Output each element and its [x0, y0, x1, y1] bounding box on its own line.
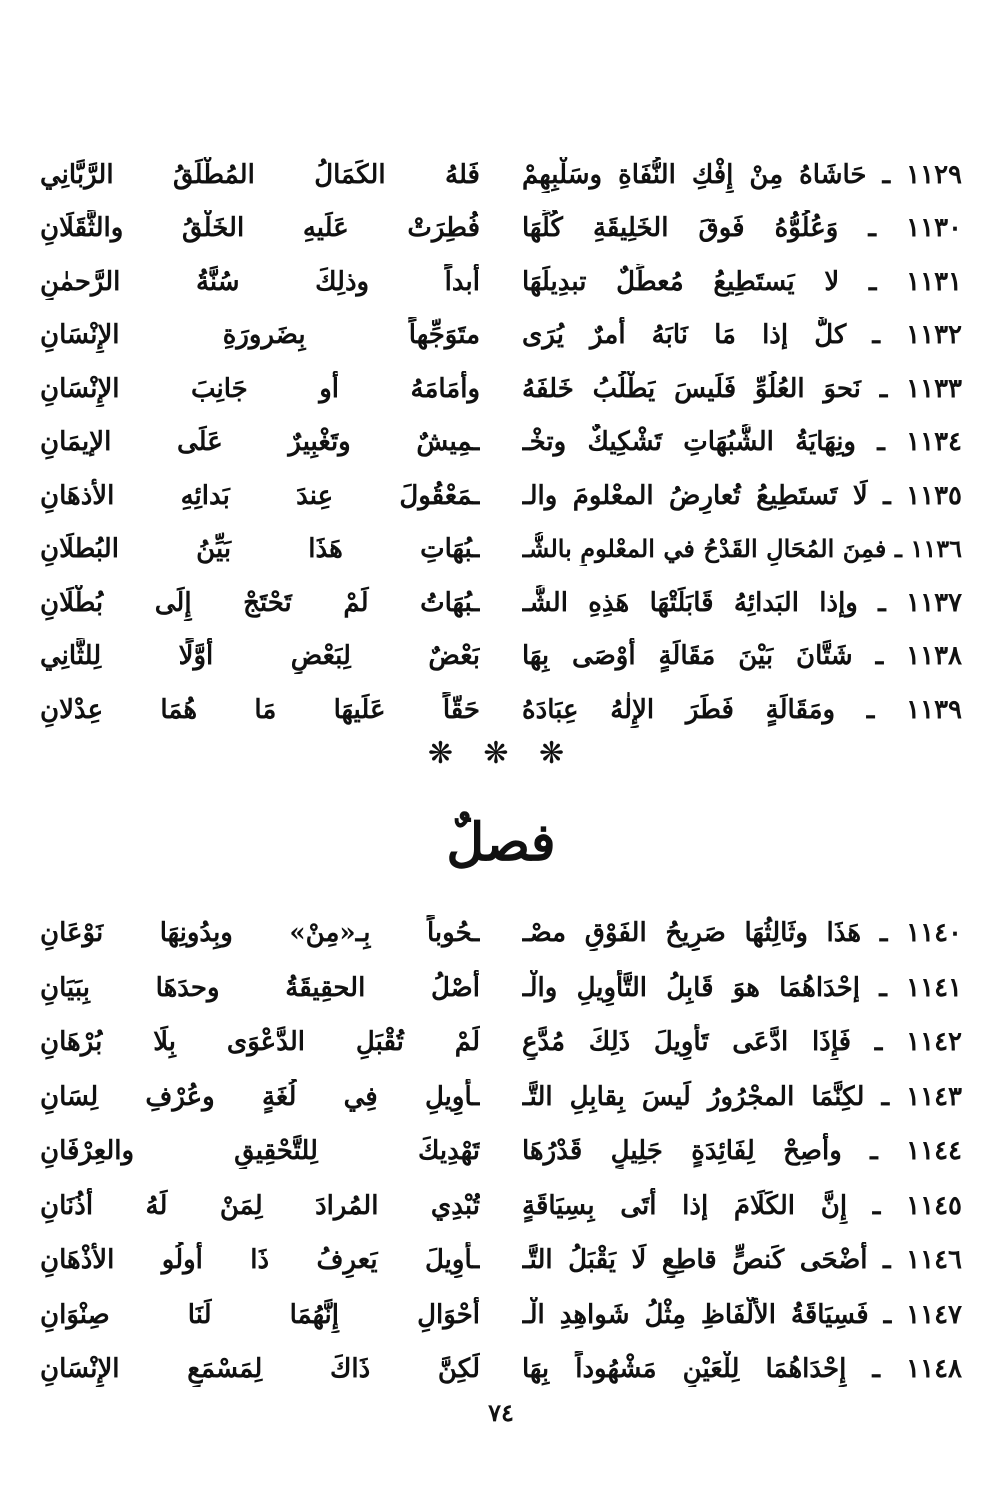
verse-first-hemistich: ١١٣٨ ـ شَتَّانَ بَيْنَ مَقَالَةٍ أَوْصَى بِهَا	[522, 641, 962, 672]
poem-stanza-1	[40, 148, 962, 737]
verse-line	[40, 469, 962, 523]
verse-second-hemistich: أحْوَالِ إِنَّهُمَا لَنَا صِنْوَانِ	[40, 1299, 480, 1330]
verse-line	[40, 148, 962, 202]
verse-first-hemistich: ١١٤٣ ـ لكِنَّمَا المجْرُورُ لَيسَ بِقابِلِ التَّـ	[522, 1081, 962, 1112]
verse-second-hemistich: لَمْ تُقْبَلِ الدَّعْوَى بِلَا بُرْهَانِ	[40, 1027, 480, 1058]
verse-line	[40, 309, 962, 363]
verse-line	[40, 683, 962, 737]
section-heading: فصلٌ	[446, 812, 556, 873]
verse-line	[40, 362, 962, 416]
verse-first-hemistich: ١١٣٠ ـ وَعُلُوُّهُ فَوقَ الخَلِيقَةِ كُلِّهَا	[522, 213, 962, 244]
verse-second-hemistich: ـبُهَاتُ لَمْ تَحْتَجْ إِلَى بُطْلَانِ	[40, 587, 480, 618]
section-divider-ornament: ❋ ❋ ❋	[427, 736, 575, 771]
verse-line	[40, 1070, 962, 1125]
verse-first-hemistich: ١١٣٤ ـ ونِهَايَةُ الشُّبُهَاتِ تَشْكِيكٌ وتخْـ	[522, 427, 962, 458]
verse-first-hemistich: ١١٤٠ ـ هَذَا وثَالِثُهَا صَرِيحُ الفَوْقِ مصْـ	[522, 918, 962, 949]
verse-first-hemistich: ١١٣٥ ـ لَا تَستَطِيعُ تُعارِضُ المعْلومَ والـ	[522, 480, 962, 511]
verse-line	[40, 906, 962, 961]
verse-second-hemistich: حَقّاً عَلَيهَا مَا هُمَا عِدْلانِ	[40, 694, 480, 725]
verse-line	[40, 523, 962, 577]
verse-second-hemistich: ـمَعْقُولَ عِندَ بَدائِهِ الأذهَانِ	[40, 480, 480, 511]
verse-first-hemistich: ١١٢٩ ـ حَاشَاهُ مِنْ إِفْكِ النُّفَاةِ وسَلْبِهِمْ	[522, 159, 962, 190]
verse-first-hemistich: ١١٣٩ ـ ومَقَالَةٍ فَطَرَ الإِلٰهُ عِبَادَهُ	[522, 694, 962, 725]
verse-second-hemistich: وأمَامَهُ أو جَانِبَ الإِنْسَانِ	[40, 373, 480, 404]
verse-first-hemistich: ١١٤٦ ـ أضْحَى كَنصٍّ قاطِعٍ لَا يَقْبَلُ التَّـ	[522, 1245, 962, 1276]
verse-second-hemistich: أبداً وذلِكَ سُنَّةُ الرَّحمٰنِ	[40, 266, 480, 297]
verse-second-hemistich: بَعْضٌ لِبَعْضٍ أَوَّلًا لِلثَّانِي	[40, 641, 480, 672]
verse-first-hemistich: ١١٣٣ ـ نَحوَ العُلُوِّ فَلَيسَ يَطْلُبُ خَلفَهُ	[522, 373, 962, 404]
verse-first-hemistich: ١١٤١ ـ إحْدَاهُمَا هوَ قَابِلُ التَّأوِيلِ والْـ	[522, 972, 962, 1003]
verse-second-hemistich: تُبْدِي المُرادَ لِمَنْ لَهُ أُذُنَانِ	[40, 1190, 480, 1221]
verse-second-hemistich: فَلهُ الكَمَالُ المُطْلَقُ الرَّبَّانِي	[40, 159, 480, 190]
verse-second-hemistich: تَهْدِيكَ لِلتَّحْقِيقِ والعِرْفَانِ	[40, 1136, 480, 1167]
verse-line	[40, 1015, 962, 1070]
verse-second-hemistich: متَوَجِّهاً بِضَرورَةِ الإِنْسَانِ	[40, 320, 480, 351]
verse-line	[40, 1342, 962, 1397]
verse-first-hemistich: ١١٣٦ ـ فمِنَ المُحَالِ القَدْحُ في المعْلومِ بالشُّـ	[522, 534, 962, 564]
verse-line	[40, 1124, 962, 1179]
verse-line	[40, 255, 962, 309]
verse-second-hemistich: ـأوِيلَ يَعرِفُ ذَا أُولُو الأذْهَانِ	[40, 1245, 480, 1276]
page-number: ٧٤	[488, 1398, 514, 1427]
verse-first-hemistich: ١١٤٥ ـ إِنَّ الكَلَامَ إذا أتَى بِسِيَاقَةٍ	[522, 1190, 962, 1221]
verse-second-hemistich: ـبُهَاتِ هَذَا بَيِّنُ البُطلَانِ	[40, 534, 480, 565]
verse-first-hemistich: ١١٣٧ ـ وإذا البَدائِهُ قَابَلَتْهَا هَذِهِ الشُّـ	[522, 587, 962, 618]
verse-first-hemistich: ١١٣٢ ـ كلٌّ إذا مَا نَابَهُ أمرٌ يُرَى	[522, 320, 962, 351]
verse-second-hemistich: لَكِنَّ ذَاكَ لِمَسْمَعِ الإِنْسَانِ	[40, 1354, 480, 1385]
verse-line	[40, 202, 962, 256]
verse-line	[40, 1179, 962, 1234]
verse-line	[40, 416, 962, 470]
verse-first-hemistich: ١١٤٧ ـ فَسِيَاقَةُ الأَلْفَاظِ مِثْلُ شَواهِدِ الْـ	[522, 1299, 962, 1330]
verse-first-hemistich: ١١٤٤ ـ وأَصِحْ لِفَائِدَةٍ جَلِيلٍ قَدْرُهَا	[522, 1136, 962, 1167]
verse-line	[40, 630, 962, 684]
verse-line	[40, 1233, 962, 1288]
verse-line	[40, 1288, 962, 1343]
verse-line	[40, 961, 962, 1016]
verse-second-hemistich: أصْلُ الحقِيقَةُ وحدَهَا بِبَيَانِ	[40, 972, 480, 1003]
poem-stanza-2	[40, 906, 962, 1397]
verse-first-hemistich: ١١٣١ ـ لا يَستَطِيعُ مُعطِّلٌ تبدِيلَهَا	[522, 266, 962, 297]
verse-second-hemistich: ـحُوباً بِـ«مِنْ» وبِدُونِهَا نَوْعَانِ	[40, 918, 480, 949]
verse-second-hemistich: فُطِرَتْ عَلَيهِ الخَلْقُ والثَّقَلَانِ	[40, 213, 480, 244]
verse-line	[40, 576, 962, 630]
verse-first-hemistich: ١١٤٨ ـ إِحْدَاهُمَا لِلْعَيْنِ مَشْهُوداً بِهَا	[522, 1354, 962, 1385]
verse-second-hemistich: ـمِيشٌ وتَغْبِيرٌ عَلَى الإيمَانِ	[40, 427, 480, 458]
verse-second-hemistich: ـأوِيلِ فِي لُغَةٍ وعُرْفِ لِسَانِ	[40, 1081, 480, 1112]
verse-first-hemistich: ١١٤٢ ـ فَإِذَا ادَّعَى تَأْوِيلَ ذَلِكَ مُدَّعٍ	[522, 1027, 962, 1058]
